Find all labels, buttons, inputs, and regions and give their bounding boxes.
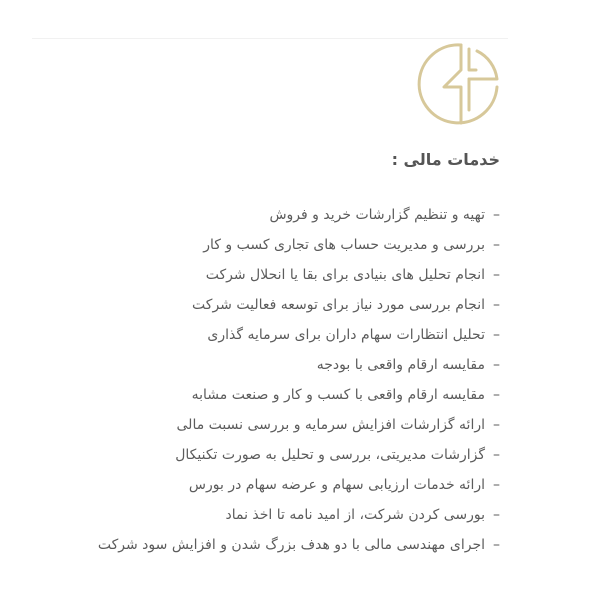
- top-divider: [32, 38, 508, 39]
- bullet-dash: –: [493, 477, 500, 493]
- list-item-text: انجام تحلیل های بنیادی برای بقا یا انحلال شرکت: [205, 267, 485, 283]
- list-item: [30, 500, 500, 530]
- list-item: [30, 350, 500, 380]
- list-item: [30, 530, 500, 560]
- bullet-dash: –: [493, 387, 500, 403]
- bullet-dash: –: [493, 327, 500, 343]
- list-item: [30, 380, 500, 410]
- list-item-text: مقایسه ارقام واقعی با بودجه: [316, 357, 485, 373]
- bullet-dash: –: [493, 207, 500, 223]
- bullet-dash: –: [493, 447, 500, 463]
- list-item: [30, 440, 500, 470]
- list-item-text: اجرای مهندسی مالی با دو هدف بزرگ شدن و افزایش سود شرکت: [97, 537, 485, 553]
- list-item: [30, 320, 500, 350]
- list-item: [30, 260, 500, 290]
- list-item: [30, 200, 500, 230]
- list-item-text: ارائه خدمات ارزیابی سهام و عرضه سهام در بورس: [188, 477, 485, 493]
- section-title: خدمات مالی :: [391, 150, 500, 169]
- list-item: [30, 290, 500, 320]
- list-item-text: گزارشات مدیریتی، بررسی و تحلیل به صورت تکنیکال: [175, 447, 485, 463]
- list-item: [30, 230, 500, 260]
- list-item-text: تحلیل انتظارات سهام داران برای سرمایه گذاری: [207, 327, 485, 343]
- bullet-dash: –: [493, 537, 500, 553]
- bullet-dash: –: [493, 297, 500, 313]
- list-item-text: تهیه و تنظیم گزارشات خرید و فروش: [269, 207, 485, 223]
- list-item-text: مقایسه ارقام واقعی با کسب و کار و صنعت مشابه: [191, 387, 485, 403]
- bullet-dash: –: [493, 417, 500, 433]
- financial-services-section: [30, 146, 500, 560]
- bullet-dash: –: [493, 357, 500, 373]
- list-item-text: بررسی و مدیریت حساب های تجاری کسب و کار: [203, 237, 485, 253]
- pie-chart-logo-icon: [414, 40, 502, 128]
- list-item-text: بورسی کردن شرکت، از امید نامه تا اخذ نماد: [225, 507, 485, 523]
- list-item: [30, 410, 500, 440]
- list-item-text: انجام بررسی مورد نیاز برای توسعه فعالیت شرکت: [192, 297, 485, 313]
- list-item-text: ارائه گزارشات افزایش سرمایه و بررسی نسبت مالی: [176, 417, 485, 433]
- bullet-dash: –: [493, 507, 500, 523]
- list-item: [30, 470, 500, 500]
- bullet-dash: –: [493, 237, 500, 253]
- service-list: [30, 200, 500, 560]
- bullet-dash: –: [493, 267, 500, 283]
